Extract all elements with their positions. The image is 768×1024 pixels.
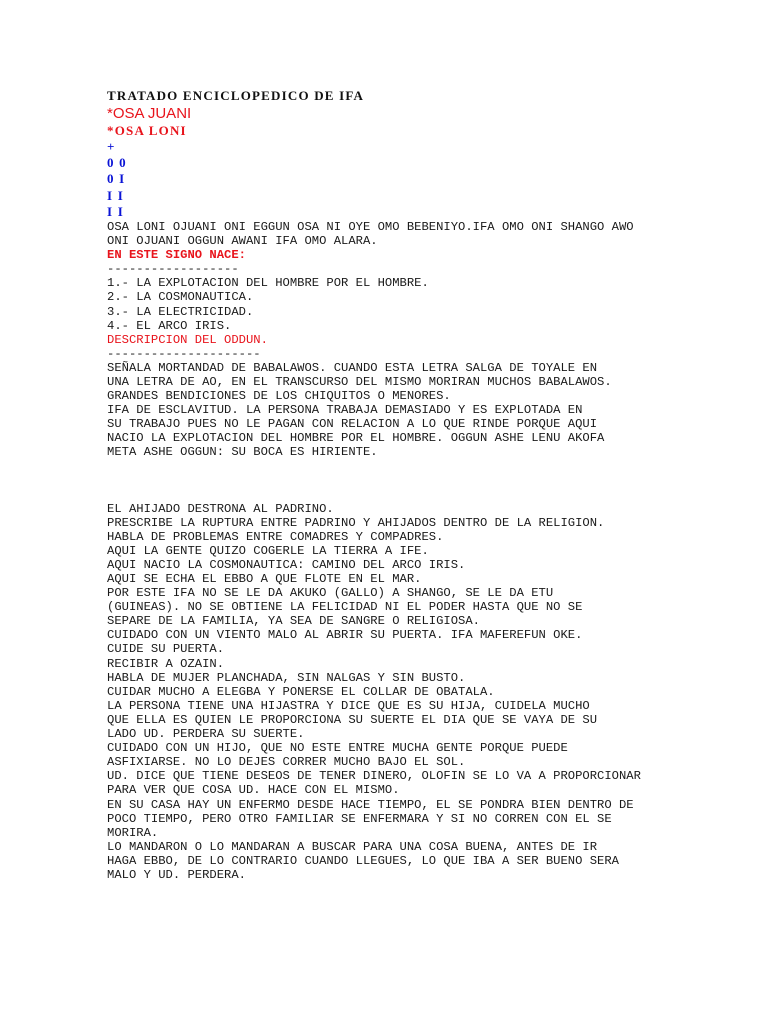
text-line: EL AHIJADO DESTRONA AL PADRINO.	[107, 501, 334, 516]
text-line: PRESCRIBE LA RUPTURA ENTRE PADRINO Y AHIJADOS DENTRO DE LA RELIGION.	[107, 515, 605, 530]
text-line: (GUINEAS). NO SE OBTIENE LA FELICIDAD NI EL PODER HASTA QUE NO SE	[107, 600, 583, 615]
text-line: SEÑALA MORTANDAD DE BABALAWOS. CUANDO ESTA LETRA SALGA DE TOYALE EN	[107, 360, 598, 375]
text-line: IFA DE ESCLAVITUD. LA PERSONA TRABAJA DEMASIADO Y ES EXPLOTADA EN	[107, 403, 583, 418]
text-line: SEPARE DE LA FAMILIA, YA SEA DE SANGRE O RELIGIOSA.	[107, 614, 480, 629]
sign-alias: *OSA LONI	[107, 123, 187, 138]
text-line: OSA LONI OJUANI ONI EGGUN OSA NI OYE OMO BEBENIYO.IFA OMO ONI SHANGO AWO	[107, 219, 634, 234]
list-item: 2.- LA COSMONAUTICA.	[107, 290, 254, 305]
body-text	[107, 502, 687, 883]
text-line: AQUI SE ECHA EL EBBO A QUE FLOTE EN EL MAR.	[107, 572, 422, 586]
ifa-marks	[107, 139, 687, 220]
oddun-rule: ---------------------	[107, 346, 261, 361]
text-line: CUIDADO CON UN VIENTO MALO AL ABRIR SU PUERTA. IFA MAFEREFUN OKE.	[107, 628, 583, 643]
text-line: HABLA DE MUJER PLANCHADA, SIN NALGAS Y SIN BUSTO.	[107, 670, 466, 685]
list-item: 1.- LA EXPLOTACION DEL HOMBRE POR EL HOMBRE.	[107, 276, 429, 291]
text-line: MORIRA.	[107, 825, 159, 840]
text-line: POCO TIEMPO, PERO OTRO FAMILIAR SE ENFERMARA Y SI NO CORREN CON EL SE	[107, 811, 612, 826]
text-line: CUIDE SU PUERTA.	[107, 642, 225, 657]
text-line: UD. DICE QUE TIENE DESEOS DE TENER DINERO, OLOFIN SE LO VA A PROPORCIONAR	[107, 769, 641, 784]
text-line: HAGA EBBO, DE LO CONTRARIO CUANDO LLEGUES, LO QUE IBA A SER BUENO SERA	[107, 853, 619, 868]
text-line: CUIDAR MUCHO A ELEGBA Y PONERSE EL COLLAR DE OBATALA.	[107, 684, 495, 699]
text-line: LO MANDARON O LO MANDARAN A BUSCAR PARA UNA COSA BUENA, ANTES DE IR	[107, 839, 598, 854]
document-title: TRATADO ENCICLOPEDICO DE IFA	[107, 88, 365, 103]
nace-rule: ------------------	[107, 262, 239, 277]
sign-name: *OSA JUANI	[107, 105, 192, 122]
intro-paragraph	[107, 220, 687, 248]
text-line: META ASHE OGGUN: SU BOCA ES HIRIENTE.	[107, 445, 378, 460]
mark-line: I I	[107, 187, 124, 203]
list-item: 4.- EL ARCO IRIS.	[107, 318, 232, 333]
document-page	[107, 88, 687, 882]
mark-line: 0 0	[107, 155, 127, 171]
text-line: ONI OJUANI OGGUN AWANI IFA OMO ALARA.	[107, 234, 378, 249]
text-line: LADO UD. PERDERA SU SUERTE.	[107, 727, 305, 742]
text-line: ASFIXIARSE. NO LO DEJES CORRER MUCHO BAJO EL SOL.	[107, 755, 466, 770]
text-line: QUE ELLA ES QUIEN LE PROPORCIONA SU SUERTE EL DIA QUE SE VAYA DE SU	[107, 712, 598, 727]
text-line: MALO Y UD. PERDERA.	[107, 867, 246, 882]
text-line: GRANDES BENDICIONES DE LOS CHIQUITOS O MENORES.	[107, 389, 451, 404]
text-line: PARA VER QUE COSA UD. HACE CON EL MISMO.	[107, 783, 400, 798]
text-line: POR ESTE IFA NO SE LE DA AKUKO (GALLO) A SHANGO, SE LE DA ETU	[107, 586, 554, 601]
text-line: AQUI LA GENTE QUIZO COGERLE LA TIERRA A IFE.	[107, 543, 429, 558]
nace-heading: EN ESTE SIGNO NACE:	[107, 248, 246, 263]
text-line: RECIBIR A OZAIN.	[107, 656, 225, 671]
blank-space	[107, 460, 687, 502]
mark-line: I I	[107, 203, 124, 219]
nace-list	[107, 276, 687, 332]
text-line: AQUI NACIO LA COSMONAUTICA: CAMINO DEL ARCO IRIS.	[107, 557, 466, 572]
oddun-description	[107, 361, 687, 460]
text-line: CUIDADO CON UN HIJO, QUE NO ESTE ENTRE MUCHA GENTE PORQUE PUEDE	[107, 741, 568, 756]
mark-line: 0 I	[107, 171, 126, 187]
mark-line: +	[107, 139, 116, 154]
list-item: 3.- LA ELECTRICIDAD.	[107, 304, 254, 319]
text-line: HABLA DE PROBLEMAS ENTRE COMADRES Y COMPADRES.	[107, 529, 444, 544]
oddun-heading: DESCRIPCION DEL ODDUN.	[107, 332, 268, 347]
text-line: LA PERSONA TIENE UNA HIJASTRA Y DICE QUE ES SU HIJA, CUIDELA MUCHO	[107, 698, 590, 713]
text-line: SU TRABAJO PUES NO LE PAGAN CON RELACION A LO QUE RINDE PORQUE AQUI	[107, 417, 598, 432]
text-line: EN SU CASA HAY UN ENFERMO DESDE HACE TIEMPO, EL SE PONDRA BIEN DENTRO DE	[107, 797, 634, 812]
text-line: NACIO LA EXPLOTACION DEL HOMBRE POR EL HOMBRE. OGGUN ASHE LENU AKOFA	[107, 431, 605, 446]
text-line: UNA LETRA DE AO, EN EL TRANSCURSO DEL MISMO MORIRAN MUCHOS BABALAWOS.	[107, 374, 612, 389]
